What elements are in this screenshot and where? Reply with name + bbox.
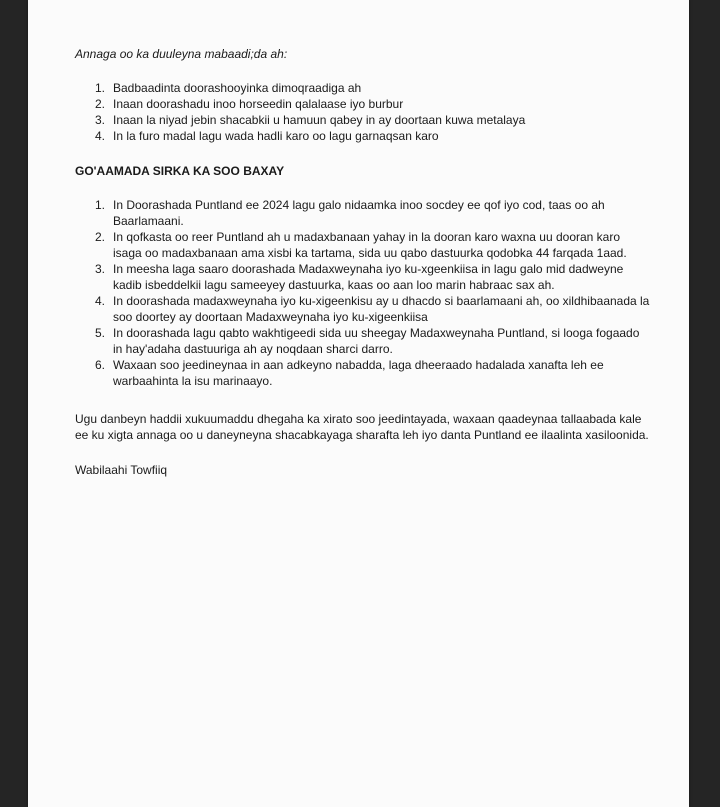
list-item: 1. In Doorashada Puntland ee 2024 lagu galo nidaamka inoo socdey ee qof iyo cod, taas oo ah Baarlamaani. <box>95 198 605 228</box>
list-item: 3. In meesha laga saaro doorashada Madaxweynaha iyo ku-xgeenkiisa in lagu galo mid dadweyne kadib isbeddelkii lagu sameeyey dastuurka, kaas oo aan loo marin habraac sax ah. <box>95 262 624 292</box>
principles-list <box>75 80 650 144</box>
intro-text: Annaga oo ka duuleyna mabaadi;da ah: <box>75 47 288 61</box>
signature: Wabilaahi Towfiiq <box>75 463 168 477</box>
list-item: 4. In doorashada madaxweynaha iyo ku-xigeenkisu ay u dhacdo si baarlamaani ah, oo xildhibaanada la soo doortey ay doortaan Madaxweynaha iyo ku-xigeenkiisa <box>95 294 650 324</box>
list-item: 6. Waxaan soo jeedineynaa in aan adkeyno nabadda, laga dheeraado hadalada xanafta leh ee warbaahinta la isu marinaayo. <box>95 358 604 388</box>
list-item: 5. In doorashada lagu qabto wakhtigeedi sida uu sheegay Madaxweynaha Puntland, si looga fogaado in hay'adaha dastuuriga ah ay noqdaan sharci darro. <box>95 326 640 356</box>
list-item: 3. Inaan la niyad jebin shacabkii u hamuun qabey in ay doortaan kuwa metalaya <box>95 113 526 127</box>
section-heading: GO'AAMADA SIRKA KA SOO BAXAY <box>75 164 285 178</box>
list-item: 2. In qofkasta oo reer Puntland ah u madaxbanaan yahay in la dooran karo waxna uu dooran karo isaga oo madaxbanaan ama xisbi ka tartama, sida uu qabo dastuurka qodobka 44 farqada 1aad. <box>95 230 627 260</box>
list-item: 2. Inaan doorashadu inoo horseedin qalalaase iyo burbur <box>95 97 404 111</box>
closing-paragraph: Ugu danbeyn haddii xukuumaddu dhegaha ka xirato soo jeedintayada, waxaan qaadeynaa tallaabada kale ee ku xigta annaga oo u daneyneyna shacabkayaga sharafta leh iyo danta Puntland ee ilaalinta xasiloonida. <box>75 412 649 442</box>
document-body <box>75 46 650 478</box>
list-item: 1. Badbaadinta doorashooyinka dimoqraadiga ah <box>95 81 362 95</box>
document-page <box>28 0 689 807</box>
list-item: 4. In la furo madal lagu wada hadli karo oo lagu garnaqsan karo <box>95 129 439 143</box>
decisions-list <box>75 197 650 389</box>
